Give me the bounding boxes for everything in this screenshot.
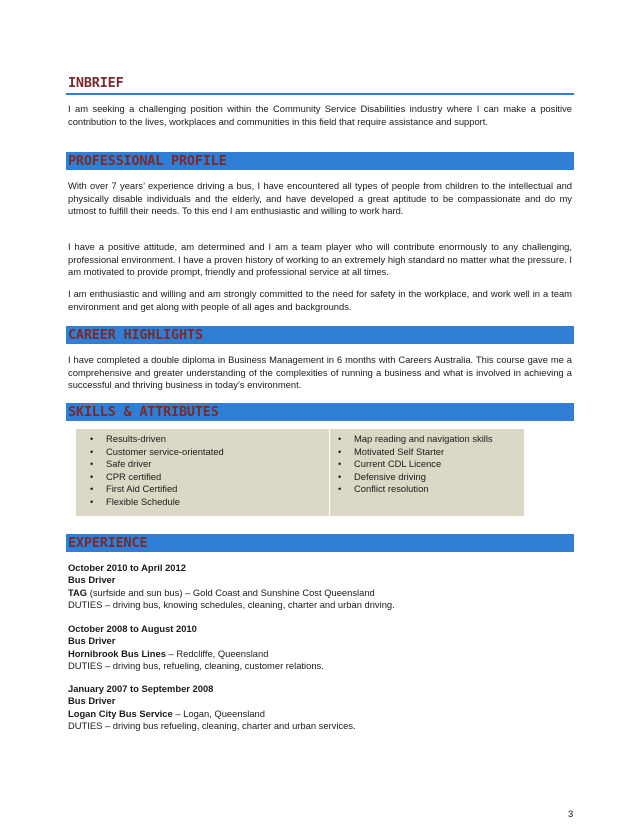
experience-entry [68,562,572,611]
skill-item: • Flexible Schedule [84,496,224,509]
job-title: Bus Driver [68,695,116,707]
job-duties: DUTIES – driving bus, refueling, cleaning, customer relations. [68,659,324,671]
job-employer: Hornibrook Bus Lines [68,647,166,659]
in-brief-heading: INBRIEF [68,75,124,91]
skill-item: • Safe driver [84,458,224,471]
in-brief-underline [66,93,574,95]
job-title: Bus Driver [68,635,116,647]
skill-item: • Conflict resolution [332,483,493,496]
job-duties: DUTIES – driving bus, knowing schedules, cleaning, charter and urban driving. [68,598,395,610]
skills-divider [329,429,330,516]
job-employer-line [68,708,572,720]
skills-table [76,429,524,516]
skill-item: • First Aid Certified [84,483,224,496]
job-dates: October 2008 to August 2010 [68,623,197,634]
job-employer-line [68,648,572,660]
skill-item: • CPR certified [84,471,224,484]
career-highlights-heading: CAREER HIGHLIGHTS [66,326,574,344]
experience-entry [68,623,572,672]
job-employer-line [68,587,572,599]
job-title: Bus Driver [68,574,116,586]
job-employer-detail: – Logan, Queensland [172,707,265,719]
job-employer: TAG [68,586,88,598]
skills-right-list [332,433,493,496]
skill-item: • Map reading and navigation skills [332,433,493,446]
professional-profile-heading: PROFESSIONAL PROFILE [66,152,574,170]
profile-paragraph-1: With over 7 years’ experience driving a bus, I have encountered all types of people from children to the intellectual and physically disable individuals and the elderly, and have developed a great aptitude to be compassionate and do my utmost to fulfill their needs. To this end I am enthusiastic and willing to work hard. [68,180,572,217]
skill-item: • Customer service-orientated [84,446,224,459]
skills-left-list [84,433,224,509]
job-employer: Logan City Bus Service [68,707,173,719]
job-employer-detail: (surfside and sun bus) – Gold Coast and Sunshine Cost Queensland [87,586,375,598]
in-brief-text: I am seeking a challenging position within the Community Service Disabilities industry where I can make a positive contribution to the lives, workplaces and communities in this field that require assistance and support. [68,103,572,127]
profile-paragraph-2: I have a positive attitude, am determined and I am a team player who will contribute enormously to any challenging, professional environment. I have a proven history of working to an extremely high standard no matter what the pressure. I am motivated to provide prompt, friendly and professional service at all times. [68,241,572,278]
job-dates: January 2007 to September 2008 [68,683,214,694]
career-highlights-text: I have completed a double diploma in Business Management in 6 months with Careers Australia. This course gave me a comprehensive and greater understanding of the complexities of running a business and what is involved in achieving a successful and thriving business in today’s environment. [68,354,572,391]
page-number: 3 [568,809,574,820]
skill-item: • Defensive driving [332,471,493,484]
job-employer-detail: – Redcliffe, Queensland [165,647,269,659]
skills-heading: SKILLS & ATTRIBUTES [66,403,574,421]
profile-paragraph-3: I am enthusiastic and willing and am strongly committed to the need for safety in the workplace, and work well in a team environment and get along with people of all ages and backgrounds. [68,288,572,312]
skill-item: • Current CDL Licence [332,458,493,471]
skill-item: • Results-driven [84,433,224,446]
job-duties: DUTIES – driving bus refueling, cleaning, charter and urban services. [68,719,356,731]
skill-item: • Motivated Self Starter [332,446,493,459]
job-dates: October 2010 to April 2012 [68,562,186,573]
experience-entry [68,683,572,732]
experience-heading: EXPERIENCE [66,534,574,552]
